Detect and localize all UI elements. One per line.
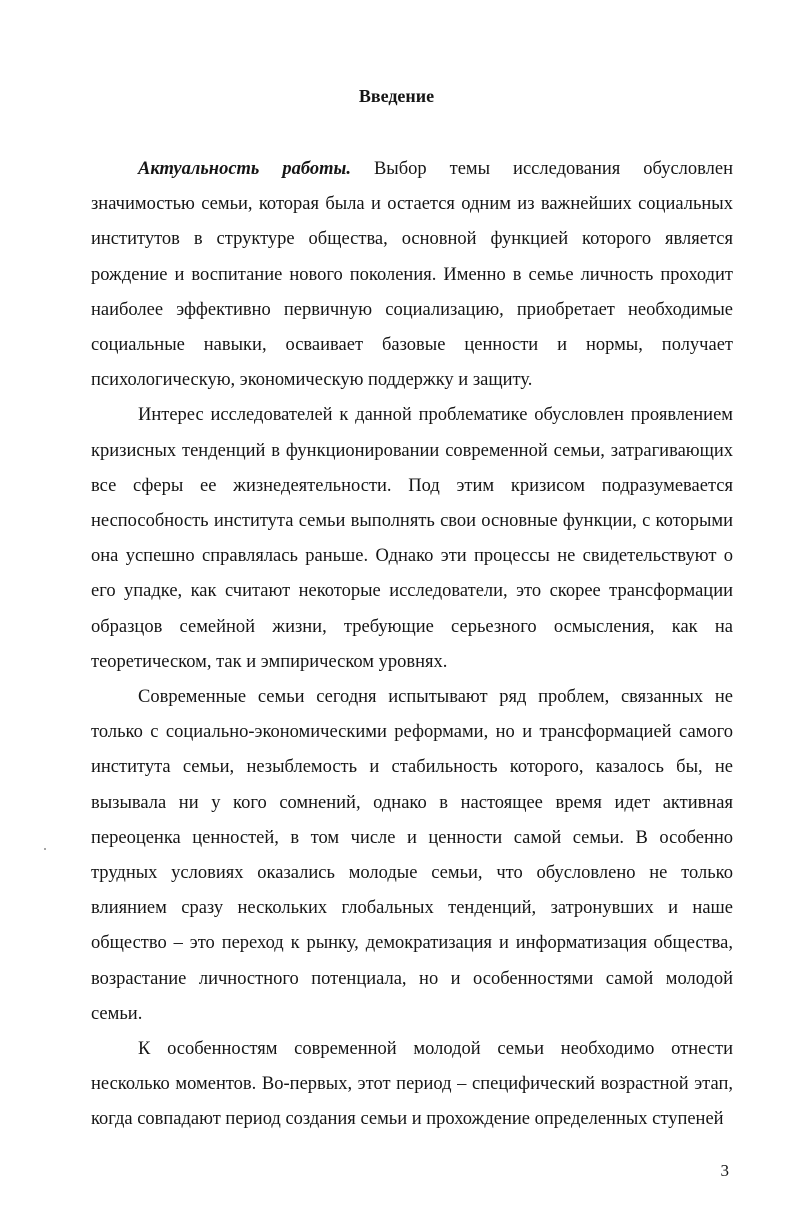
page-number: 3 xyxy=(720,1161,729,1180)
paragraph-modern-families: Современные семьи сегодня испытывают ряд проблем, связанных не только с социально-экономическими реформами, но и трансформацией самого института семьи, незыблемость и стабильность которого, казалось бы, не вызывала ни у кого сомнений, однако в настоящее время идет активная переоценка ценностей, в том числе и ценности самой семьи. В особенно трудных условиях оказались молодые семьи, что обусловлено не только влиянием сразу нескольких глобальных тенденций, затронувших и наше общество – это переход к рынку, демократизация и информатизация общества, возрастание личностного потенциала, но и особенностями самой молодой семьи. xyxy=(91,687,733,1024)
page-heading: Введение xyxy=(358,86,435,106)
paragraph-research-interest: Интерес исследователей к данной проблематике обусловлен проявлением кризисных тенденций в функционировании современной семьи, затрагивающих все сферы ее жизнедеятельности. Под этим кризисом подразумевается неспособность института семьи выполнять свои основные функции, с которыми она успешно справлялась раньше. Однако эти процессы не свидетельствуют о его упадке, как считают некоторые исследователи, это скорее трансформации образцов семейной жизни, требующие серьезного осмысления, как на теоретическом, так и эмпирическом уровнях. xyxy=(91,405,733,672)
paragraph-text: Выбор темы исследования обусловлен значимостью семьи, которая была и остается одним из важнейших социальных институтов в структуре общества, основной функцией которого является рождение и воспитание нового поколения. Именно в семье личность проходит наиболее эффективно первичную социализацию, приобретает необходимые социальные навыки, осваивает базовые ценности и нормы, получает психологическую, экономическую поддержку и защиту. xyxy=(91,159,733,391)
paragraph-lead: Актуальность работы. xyxy=(138,159,351,179)
body-text xyxy=(91,152,733,1138)
paragraph-young-family-features: К особенностям современной молодой семьи необходимо отнести несколько моментов. Во-первых, этот период – специфический возрастной этап, когда совпадают период создания семьи и прохождение определенных ступеней xyxy=(91,1039,733,1130)
scan-speck xyxy=(44,848,46,850)
paragraph-relevance xyxy=(91,152,733,398)
